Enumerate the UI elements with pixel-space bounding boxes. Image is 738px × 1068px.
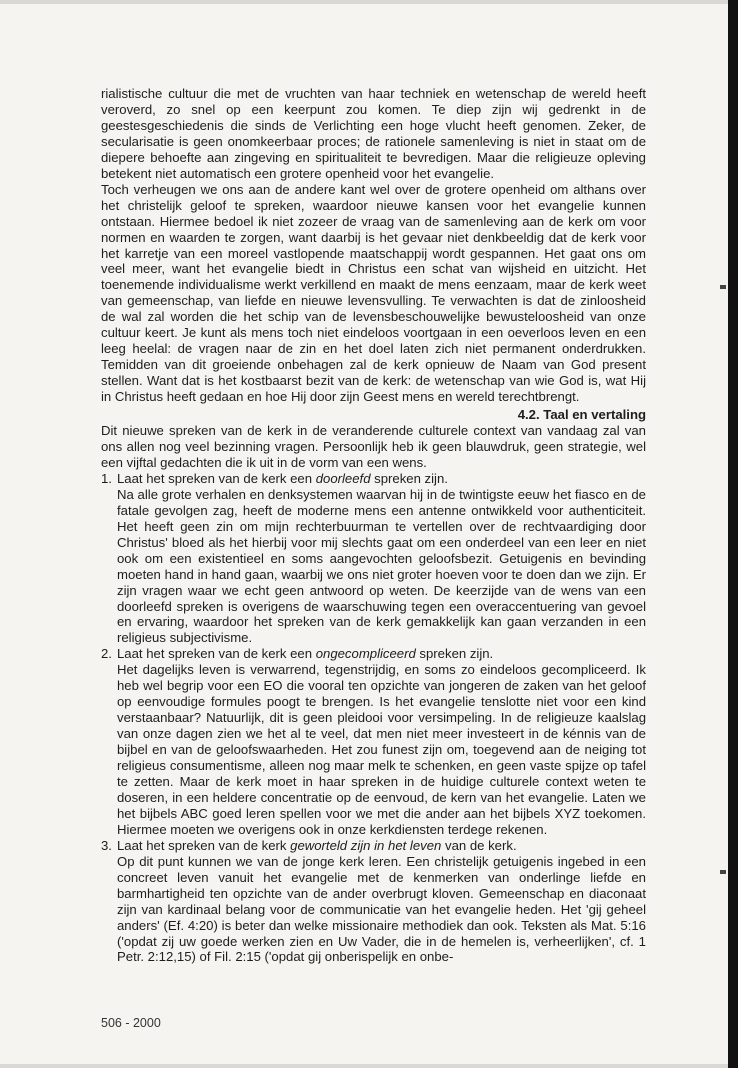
paragraph: Toch verheugen we ons aan de andere kant wel over de grotere openheid om althans over het christelijk geloof te spreken, waardoor nieuwe kansen voor het evangelie kunnen ontstaan. Hiermee bedoel ik niet zozeer de vraag van de samenleving aan de kerk om voor normen en waarden te zorgen, want daarbij is het gevaar niet denkbeeldig dat de kerk voor het karretje van een moreel vastlopende maatschappij wordt gespannen. Het gaat ons om veel meer, want het evangelie biedt in Christus een schat van wijsheid en uitzicht. Het toenemende individualisme werkt verkillend en maakt de mens eenzaam, maar de kerk weet van gemeenschap, van liefde en nieuwe levensvulling. Te verwachten is dat de zinloosheid de wal zal worden die het schip van de levensbeschouwelijke bewusteloosheid van onze cultuur keert. Je kunt als mens toch niet eindeloos voortgaan in een oeverloos leven en een leeg heelal: de vragen naar de zin en het doel laten zich niet permanent onderdrukken. Temidden van dit groeiende onbehagen zal de kerk opnieuw de Naam van God present stellen. Want dat is het kostbaarst bezit van de kerk: de wetenschap van wie God is, wat Hij in Christus heeft gedaan en hoe Hij door zijn Geest mens en wereld terechtbrengt. [101,181,646,405]
margin-mark [720,870,726,874]
item-lead: Laat het spreken van de kerk een doorleefd spreken zijn. [117,470,448,486]
list-item [101,471,646,646]
body-text [101,86,646,965]
scan-edge-bottom [0,1064,738,1068]
margin-mark [720,285,726,289]
item-number: 3. [101,837,112,853]
scan-edge-top [0,0,738,4]
item-number: 1. [101,470,112,486]
item-emphasis: ongecompliceerd [315,646,416,662]
scan-edge-right [728,0,738,1068]
section-heading: 4.2. Taal en vertaling [517,407,646,423]
paragraph: rialistische cultuur die met de vruchten van haar techniek en wetenschap de wereld heeft veroverd, zo snel op een keerpunt zou komen. Te diep zijn wij gedrenkt in de geestesgeschiedenis die sinds de Verlichting een hoge vlucht heeft genomen. Zeker, de secularisatie is geen onomkeerbaar proces; de rationele samenleving is niet in staat om de diepere behoefte aan zingeving en spiritualiteit te bevredigen. Maar die religieuze opleving betekent niet automatisch een grotere openheid voor het evangelie. [101,86,646,181]
item-emphasis: geworteld zijn in het leven [290,837,442,853]
list-item [101,838,646,966]
item-emphasis: doorleefd [315,470,371,486]
item-lead: Laat het spreken van de kerk geworteld zijn in het leven van de kerk. [117,837,517,853]
item-body: Op dit punt kunnen we van de jonge kerk leren. Een christelijk getuigenis ingebed in een concreet leven vanuit het evangelie met de kenmerken van onderlinge liefde en barmhartigheid ten opzichte van de ander overbrugt kloven. Gemeenschap en diaconaat zijn van kardinaal belang voor de communicatie van het evangelie heden. Het 'gij geheel anders' (Ef. 4:20) is beter dan welke missionaire methodiek dan ook. Teksten als Mat. 5:16 ('opdat zij uw goede werken zien en Uw Vader, die in de hemelen is, verheerlijken', cf. 1 Petr. 2:12,15) of Fil. 2:15 ('opdat gij onberispelijk en onbe- [117,853,646,965]
item-body: Na alle grote verhalen en denksystemen waarvan hij in de twintigste eeuw het fiasco en de fatale gevolgen zag, heeft de moderne mens een antenne ontwikkeld voor authenticiteit. Het heeft geen zin om mijn rechterbuurman te vertellen over de rechtvaardiging door Christus' bloed als het hierbij voor mij slechts gaat om een onderdeel van een leer en niet ook om een existentieel en soms aangevochten geloofsbezit. Getuigenis en bevinding moeten hand in hand gaan, waarbij we ons niet groter hoeven voor te doen dan we zijn. Er zijn vragen waar we echt geen antwoord op weten. De keerzijde van de wens van een doorleefd spreken is overigens de waarschuwing tegen een overaccentuering van gevoel en ervaring, waardoor het spreken van de kerk gemakkelijk kan gaan verzanden in een religieus subjectivisme. [117,486,646,646]
item-lead: Laat het spreken van de kerk een ongecompliceerd spreken zijn. [117,646,494,662]
item-body: Het dagelijks leven is verwarrend, tegenstrijdig, en soms zo eindeloos gecompliceerd. Ik heb wel begrip voor een EO die vooral ten opzichte van jongeren de zaken van het geloof op eenvoudige formules poogt te brengen. Is het evangelie tenslotte niet voor een kind verstaanbaar? Natuurlijk, dit is geen pleidooi voor versimpeling. In de religieuze kaalslag van onze dagen zien we het al te veel, dat men niet meer investeert in de kénnis van de bijbel en van de geloofswaarheden. Het zou funest zijn om, toegevend aan de neiging tot religieus consumentisme, alleen nog maar melk te schenken, en geen vaste spijze op tafel te zetten. Maar de kerk moet in haar spreken in de huidige culturele context weten te doseren, in een heldere concentratie op de eenvoud, de kern van het evangelie. Laten we het bijbels ABC goed leren spellen voor we met die ander aan het bijbels XYZ toekomen. Hiermee moeten we overigens ook in onze kerkdiensten terdege rekenen. [117,662,646,837]
list-item [101,646,646,837]
page-number: 506 - 2000 [101,1016,161,1030]
item-number: 2. [101,646,112,662]
section-intro: Dit nieuwe spreken van de kerk in de veranderende culturele context van vandaag zal van ons allen nog veel bezinning vragen. Persoonlijk heb ik geen blauwdruk, geen strategie, wel een vijftal gedachten die ik uit in de vorm van een wens. [101,423,646,470]
